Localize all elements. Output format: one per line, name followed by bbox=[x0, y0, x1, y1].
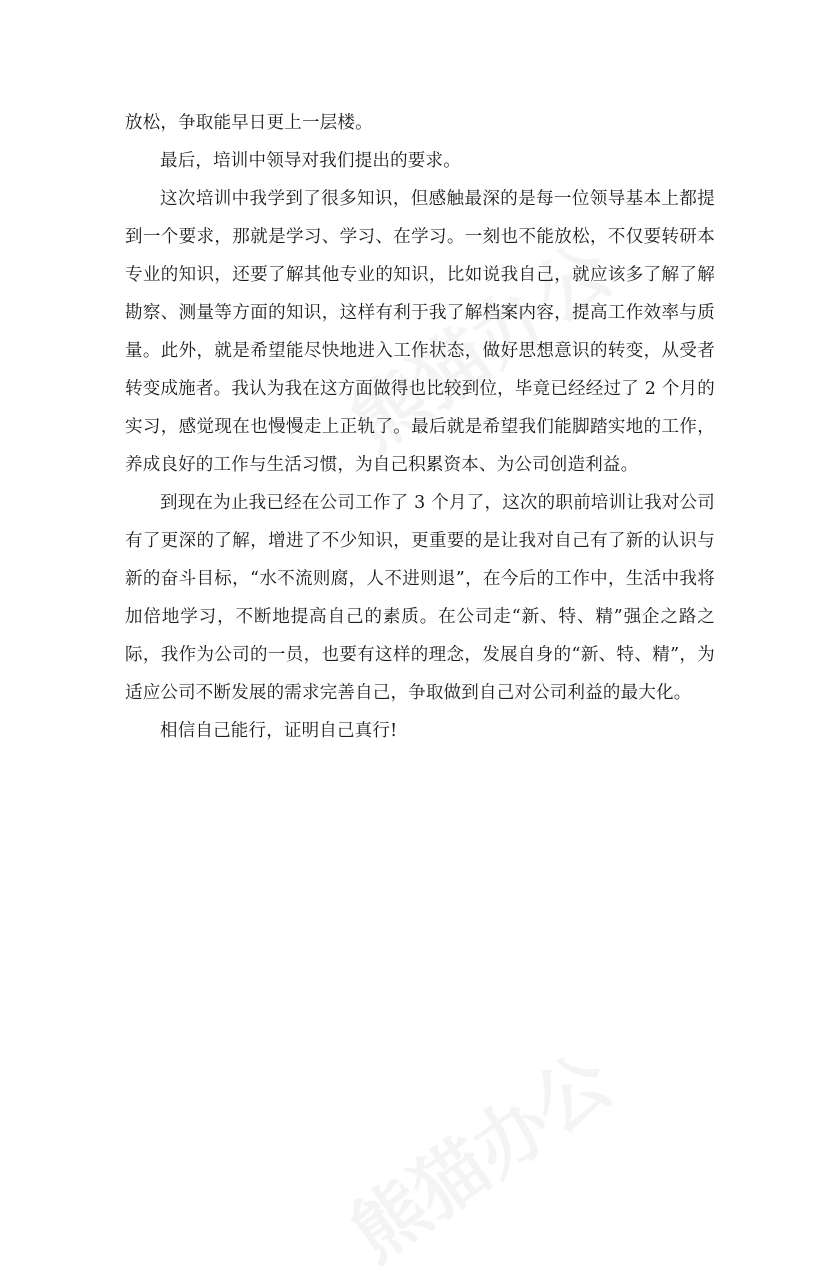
paragraph: 到现在为止我已经在公司工作了 3 个月了，这次的职前培训让我对公司有了更深的了解，增进了不少知识，更重要的是让我对自己有了新的认识与新的奋斗目标，“水不流则腐，人不进则退”，在今后的工作中，生活中我将加倍地学习，不断地提高自己的素质。在公司走“新、特、精”强企之路之际，我作为公司的一员，也要有这样的理念，发展自身的“新、特、精”，为适应公司不断发展的需求完善自己，争取做到自己对公司利益的最大化。 bbox=[125, 493, 715, 703]
paragraph: 最后，培训中领导对我们提出的要求。 bbox=[160, 151, 461, 171]
document-body bbox=[125, 104, 715, 750]
paragraph: 放松，争取能早日更上一层楼。 bbox=[125, 113, 373, 133]
watermark-logo bbox=[326, 1025, 629, 1281]
paragraph: 这次培训中我学到了很多知识，但感触最深的是每一位领导基本上都提到一个要求，那就是学习、学习、在学习。一刻也不能放松，不仅要转研本专业的知识，还要了解其他专业的知识，比如说我自己，就应该多了解了解勘察、测量等方面的知识，这样有利于我了解档案内容，提高工作效率与质量。此外，就是希望能尽快地进入工作状态，做好思想意识的转变，从受者转变成施者。我认为我在这方面做得也比较到位，毕竟已经经过了 2 个月的实习，感觉现在也慢慢走上正轨了。最后就是希望我们能脚踏实地的工作，养成良好的工作与生活习惯，为自己积累资本、为公司创造利益。 bbox=[125, 189, 715, 475]
paragraph: 相信自己能行，证明自己真行! bbox=[160, 721, 398, 741]
